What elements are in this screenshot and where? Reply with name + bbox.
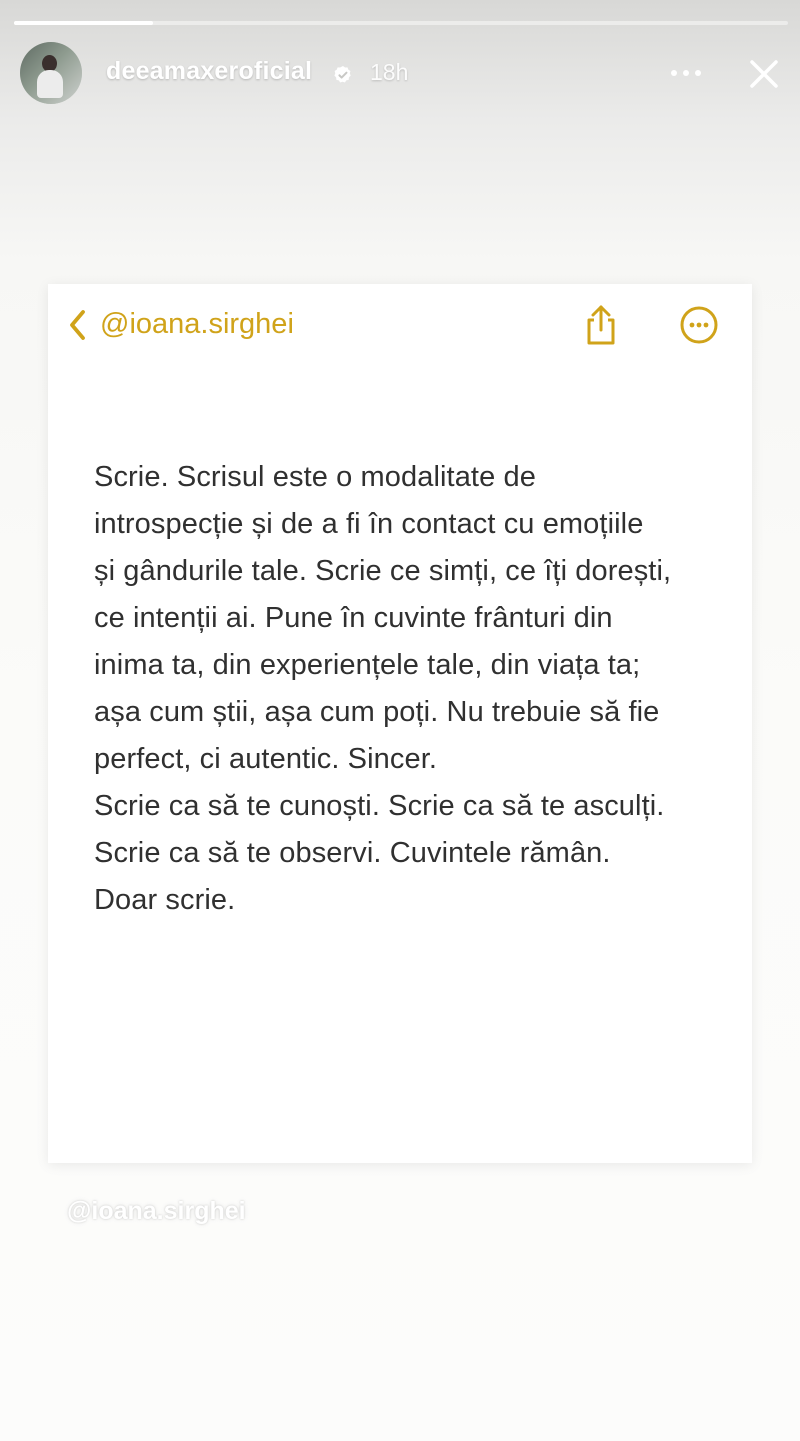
note-card: [48, 284, 752, 1163]
username[interactable]: deeamaxeroficial: [106, 57, 313, 85]
story-header: [20, 42, 790, 106]
verified-icon: [332, 64, 354, 86]
more-icon-dot: [683, 70, 689, 76]
mention-tag[interactable]: @ioana.sirghei: [67, 1197, 246, 1225]
note-line: și gândurile tale. Scrie ce simți, ce îți dorești,: [94, 555, 672, 587]
story-progress-fill: [14, 21, 153, 25]
more-circle-icon[interactable]: [678, 304, 720, 346]
note-line: inima ta, din experiențele tale, din viața ta;: [94, 649, 641, 681]
note-body: [94, 454, 724, 924]
avatar[interactable]: [20, 42, 82, 104]
chevron-left-icon[interactable]: [64, 304, 92, 346]
share-icon[interactable]: [582, 302, 620, 348]
note-line: așa cum știi, așa cum poți. Nu trebuie să fie: [94, 696, 660, 728]
note-line: Scrie ca să te observi. Cuvintele rămân.: [94, 837, 611, 869]
note-line: ce intenții ai. Pune în cuvinte frânturi din: [94, 602, 613, 634]
note-line: introspecție și de a fi în contact cu emoțiile: [94, 508, 644, 540]
note-line: Scrie ca să te cunoști. Scrie ca să te asculți.: [94, 790, 665, 822]
note-line: Scrie. Scrisul este o modalitate de: [94, 461, 536, 493]
more-icon-dot: [671, 70, 677, 76]
more-button[interactable]: [665, 57, 707, 89]
note-line: perfect, ci autentic. Sincer.: [94, 743, 438, 775]
more-icon-dot: [695, 70, 701, 76]
close-icon[interactable]: [744, 54, 784, 94]
story-progress-track: [14, 21, 788, 25]
note-title: @ioana.sirghei: [100, 308, 294, 340]
story-time: 18h: [370, 59, 409, 85]
note-line: Doar scrie.: [94, 884, 236, 916]
